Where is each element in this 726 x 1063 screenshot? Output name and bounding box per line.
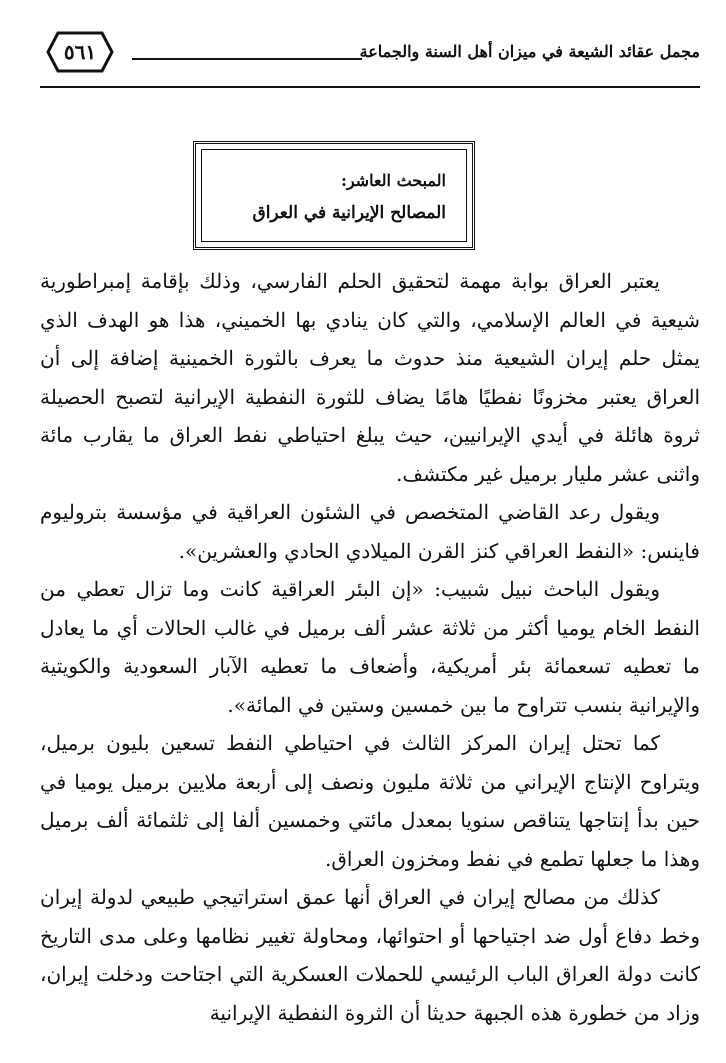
section-heading-inner [201, 149, 467, 242]
running-title: مجمل عقائد الشيعة في ميزان أهل السنة والجماعة [359, 42, 700, 61]
paragraph: ويقول رعد القاضي المتخصص في الشئون العراقية في مؤسسة بتروليوم فاينس: «النفط العراقي كنز القرن الميلادي الحادي والعشرين». [40, 500, 700, 563]
page-number-badge [46, 30, 114, 74]
body-text [40, 262, 700, 1032]
header-dash-line [132, 58, 362, 60]
page-header [40, 28, 700, 84]
section-label: المبحث العاشر: [340, 171, 446, 190]
paragraph: ويقول الباحث نبيل شبيب: «إن البئر العراقية كانت وما تزال تعطي من النفط الخام يوميا أكثر من ثلاثة عشر ألف برميل في غالب الحالات أي ما يعادل ما تعطيه تسعمائة بئر أمريكية، وأضعاف ما تعطيه الآبار السعودية والكويتية والإيرانية بنسب تتراوح ما بين خمسين وستين في المائة». [40, 577, 700, 717]
paragraph: يعتبر العراق بوابة مهمة لتحقيق الحلم الفارسي، وذلك بإقامة إمبراطورية شيعية في العالم الإسلامي، والتي كان ينادي بها الخميني، هذا هو الهدف الذي يمثل حلم إيران الشيعية منذ حدوث ما يعرف بالثورة الخمينية إضافة إلى أن العراق يعتبر مخزونًا نفطيًا هامًا يضاف للثورة النفطية الإيرانية لتصبح الحصيلة ثروة هائلة في أيدي الإيرانيين، حيث يبلغ احتياطي نفط العراق ما يقارب مائة واثنى عشر مليار برميل غير مكتشف. [40, 269, 700, 486]
section-title: المصالح الإيرانية في العراق [252, 203, 446, 223]
header-rule [40, 86, 700, 88]
section-heading-box [193, 141, 475, 250]
paragraph: كما تحتل إيران المركز الثالث في احتياطي النفط تسعين بليون برميل، ويتراوح الإنتاج الإيراني من ثلاثة مليون ونصف إلى أربعة ملايين برميل يوميا في حين بدأ إنتاجها يتناقص سنويا بمعدل مائتي وخمسين ألفا إلى ثلثمائة ألف برميل وهذا ما جعلها تطمع في نفط ومخزون العراق. [40, 731, 700, 871]
paragraph: كذلك من مصالح إيران في العراق أنها عمق استراتيجي طبيعي لدولة إيران وخط دفاع أول ضد اجتياحها أو احتوائها، ومحاولة تغيير نظامها وعلى مدى التاريخ كانت دولة العراق الباب الرئيسي للحملات العسكرية التي اجتاحت ودخلت إيران، وزاد من خطورة هذه الجبهة حديثا أن الثروة النفطية الإيرانية [40, 885, 700, 1025]
page-number: ٥٦١ [63, 40, 97, 64]
